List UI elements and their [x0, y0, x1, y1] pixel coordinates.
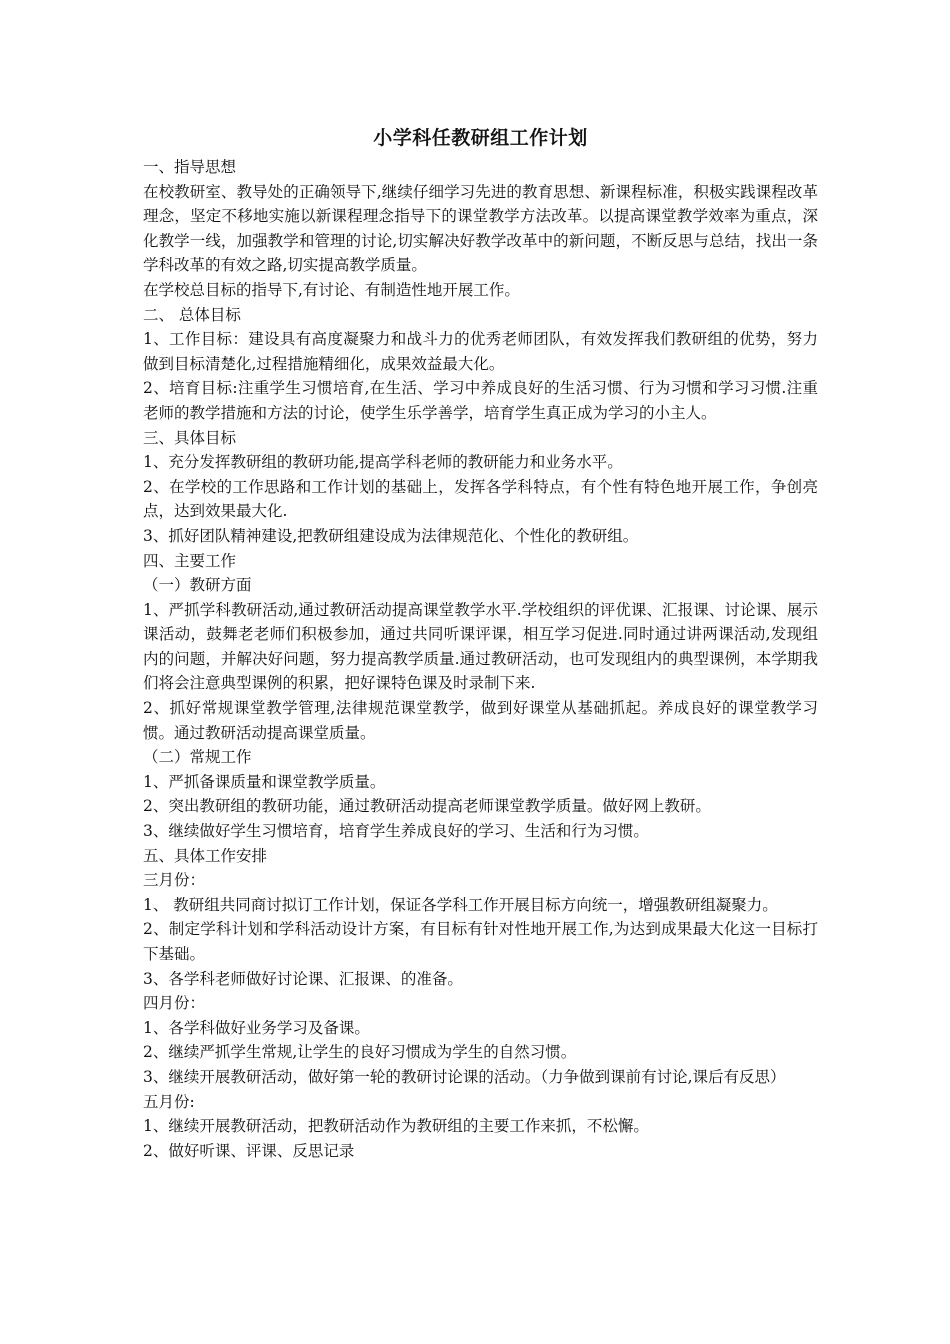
section-heading: 三月份：: [143, 871, 206, 890]
body-paragraph: 1、严抓备课质量和课堂教学质量。: [143, 772, 386, 791]
section-heading: 五、具体工作安排: [143, 846, 268, 865]
section-heading: 四、主要工作: [143, 551, 237, 570]
section-heading: 二、 总体目标: [143, 305, 241, 324]
body-paragraph: 1、继续开展教研活动，把教研活动作为教研组的主要工作来抓，不松懈。: [143, 1117, 649, 1136]
body-paragraph: 2、抓好常规课堂教学管理,法律规范课堂教学，做到好课堂从基础抓起。养成良好的课堂教学习惯。通过教研活动提高课堂质量。: [143, 699, 818, 742]
body-paragraph: 1、 教研组共同商讨拟订工作计划，保证各学科工作开展目标方向统一，增强教研组凝聚力。: [143, 895, 778, 914]
body-paragraph: 2、制定学科计划和学科活动设计方案，有目标有针对性地开展工作,为达到成果最大化这一目标打下基础。: [143, 920, 818, 963]
body-paragraph: 2、培育目标:注重学生习惯培育,在生活、学习中养成良好的生活习惯、行为习惯和学习习惯.注重老师的教学措施和方法的讨论，使学生乐学善学，培育学生真正成为学习的小主人。: [143, 379, 818, 422]
section-heading: 一、指导思想: [143, 158, 237, 176]
body-paragraph: 在校教研室、教导处的正确领导下,继续仔细学习先进的教育思想、新课程标准，积极实践课程改革理念，坚定不移地实施以新课程理念指导下的课堂教学方法改革。以提高课堂教学效率为重点，深化教学一线，加强教学和管理的讨论,切实解决好教学改革中的新问题，不断反思与总结，找出一条学科改革的有效之路,切实提高教学质量。: [143, 182, 818, 275]
body-paragraph: 2、继续严抓学生常规,让学生的良好习惯成为学生的自然习惯。: [143, 1043, 577, 1062]
body-paragraph: 3、继续开展教研活动，做好第一轮的教研讨论课的活动。（力争做到课前有讨论,课后有反思）: [143, 1067, 786, 1086]
body-paragraph: 2、突出教研组的教研功能，通过教研活动提高老师课堂教学质量。做好网上教研。: [143, 797, 711, 816]
body-paragraph: 2、做好听课、评课、反思记录: [143, 1141, 355, 1160]
body-paragraph: 在学校总目标的指导下,有讨论、有制造性地开展工作。: [143, 280, 520, 299]
document-body: [143, 155, 818, 1163]
section-heading: （一）教研方面: [143, 576, 252, 595]
body-paragraph: 1、各学科做好业务学习及备课。: [143, 1018, 370, 1037]
section-heading: 三、具体目标: [143, 428, 237, 447]
document-page: [143, 121, 818, 1163]
document-title: 小学科任教研组工作计划: [373, 127, 588, 149]
body-paragraph: 3、抓好团队精神建设,把教研组建设成为法律规范化、个性化的教研组。: [143, 526, 639, 545]
body-paragraph: 1、工作目标：建设具有高度凝聚力和战斗力的优秀老师团队，有效发挥我们教研组的优势，努力做到目标清楚化,过程措施精细化，成果效益最大化。: [143, 330, 818, 373]
body-paragraph: 2、在学校的工作思路和工作计划的基础上，发挥各学科特点，有个性有特色地开展工作，争创亮点，达到效果最大化.: [143, 477, 818, 521]
section-heading: 五月份:: [143, 1092, 195, 1111]
body-paragraph: 1、严抓学科教研活动,通过教研活动提高课堂教学水平.学校组织的评优课、汇报课、讨论课、展示课活动，鼓舞老老师们积极参加，通过共同听课评课，相互学习促进.同时通过讲两课活动,发现组内的问题，并解决好问题，努力提高教学质量.通过教研活动，也可发现组内的典型课例，本学期我们将会注意典型课例的积累，把好课特色课及时录制下来.: [143, 600, 818, 693]
body-paragraph: 3、继续做好学生习惯培育，培育学生养成良好的学习、生活和行为习惯。: [143, 822, 649, 841]
section-heading: 四月份：: [143, 994, 206, 1013]
body-paragraph: 3、各学科老师做好讨论课、汇报课、的准备。: [143, 969, 463, 988]
section-heading: （二）常规工作: [143, 748, 252, 767]
body-paragraph: 1、充分发挥教研组的教研功能,提高学科老师的教研能力和业务水平。: [143, 453, 623, 472]
